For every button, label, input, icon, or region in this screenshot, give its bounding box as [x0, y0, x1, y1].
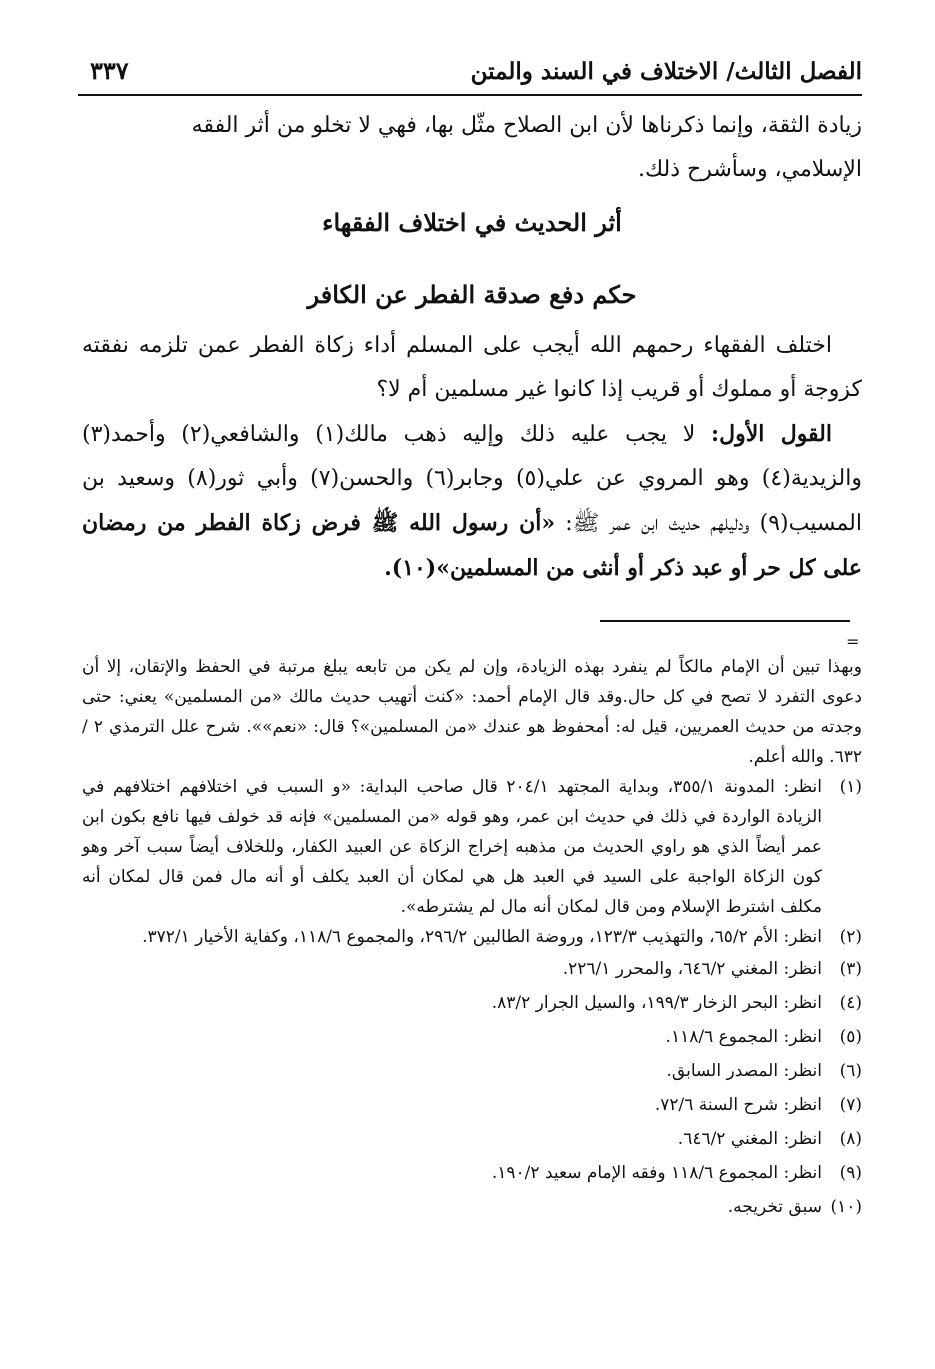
chapter-title: الفصل الثالث/ الاختلاف في السند والمتن — [470, 58, 862, 85]
footnote-text: انظر: المغني ٦٤٦/٢. — [677, 1129, 822, 1149]
footnote-text: سبق تخريجه. — [727, 1197, 822, 1217]
footnote-7 — [82, 1088, 862, 1122]
footnote-number: (١٠) — [830, 1197, 862, 1217]
page-number: ٣٣٧ — [90, 56, 129, 85]
footnotes — [82, 652, 862, 1224]
footnote-4 — [82, 986, 862, 1020]
intro-line-1: زيادة الثقة، وإنما ذكرناها لأن ابن الصلاح مثّل بها، فهي لا تخلو من أثر الفقه — [191, 113, 862, 138]
footnote-text: انظر: الأم ٦٥/٢، والتهذيب ١٢٣/٣، وروضة الطالبين ٢٩٦/٢، والمجموع ١١٨/٦، وكفاية الأخيار ٣٧٢/١. — [142, 927, 822, 947]
footnote-number: (٢) — [839, 927, 862, 947]
sub-heading: حكم دفع صدقة الفطر عن الكافر — [307, 280, 637, 309]
header-rule — [78, 94, 862, 96]
footnote-1 — [82, 772, 862, 922]
footnote-5 — [82, 1020, 862, 1054]
main-text — [82, 324, 862, 591]
page-header — [78, 52, 862, 96]
intro-paragraph — [82, 104, 862, 192]
footnote-number: (٨) — [839, 1129, 862, 1149]
footnote-number: (١) — [839, 777, 862, 797]
footnote-continuation: وبهذا تبين أن الإمام مالكاً لم ينفرد بهذه الزيادة، وإن لم يكن من تابعه يبلغ مرتبة في الحفظ والإتقان، إلا أن دعوى التفرد لا تصح في كل حال.وقد قال الإمام أحمد: «كنت أتهيب حديث مالك «من المسلمين» يعني: حتى وجدته من حديث العمريين، قيل له: أمحفوظ هو عندك «من المسلمين»؟ قال: «نعم»». شرح علل الترمذي ٢ / ٦٣٢. والله أعلم. — [82, 657, 862, 767]
question-paragraph: اختلف الفقهاء رحمهم الله أيجب على المسلم أداء زكاة الفطر عمن تلزمه نفقته كزوجة أو مملوك أو قريب إذا كانوا غير مسلمين أم لا؟ — [82, 333, 862, 402]
footnote-9 — [82, 1156, 862, 1190]
footnote-number: (٥) — [839, 1027, 862, 1047]
footnote-text: انظر: المجموع ١١٨/٦. — [665, 1027, 822, 1047]
footnote-number: (٣) — [839, 959, 862, 979]
footnote-3 — [82, 952, 862, 986]
footnote-number: (٦) — [839, 1061, 862, 1081]
footnote-2 — [82, 922, 862, 952]
footnote-text: انظر: المغني ٦٤٦/٢، والمحرر ٢٢٦/١. — [562, 959, 822, 979]
footnote-text: انظر: البحر الزخار ١٩٩/٣، والسيل الجرار ٨٣/٢. — [491, 993, 822, 1013]
footnote-text: انظر: شرح السنة ٧٢/٦. — [654, 1095, 822, 1115]
footnote-8 — [82, 1122, 862, 1156]
footnote-number: (٧) — [839, 1095, 862, 1115]
hadith-quote: «أن رسول الله ﷺ فرض زكاة الفطر من رمضان على كل حر أو عبد ذكر أو أنثى من المسلمين»(١٠). — [82, 510, 862, 581]
intro-line-2: الإسلامي، وسأشرح ذلك. — [638, 157, 862, 182]
footnote-continuation-marker: = — [846, 632, 860, 651]
section-heading: أثر الحديث في اختلاف الفقهاء — [322, 208, 622, 237]
footnote-10 — [82, 1190, 862, 1224]
footnote-text: انظر: المدونة ٣٥٥/١، وبداية المجتهد ٢٠٤/١ قال صاحب البداية: «و السبب في اختلافهم اختلافهم في الزيادة الواردة في ذلك في حديث ابن عمر، وهو قوله «من المسلمين» فإنه قد خولف فيها نافع بكون ابن عمر أيضاً الذي هو راوي الحديث من مذهبه إخراج الزكاة عن العبيد الكفار، وللخلاف أيضاً سبب آخر وهو كون الزكاة الواجبة على السيد في العبد هل هي لمكان أن العبد يكلف أو أنه مال فمن قال لمكان أنه مكلف اشترط الإسلام ومن قال لمكان أنه مال لم يشترطه». — [82, 777, 822, 917]
footnote-number: (٩) — [839, 1163, 862, 1183]
footnote-number: (٤) — [839, 993, 862, 1013]
footnote-text: انظر: المجموع ١١٨/٦ وفقه الإمام سعيد ١٩٠/٢. — [491, 1163, 822, 1183]
first-opinion-text: لا يجب عليه ذلك وإليه ذهب مالك(١) والشافعي(٢) وأحمد(٣) والزيدية(٤) وهو المروي عن علي(٥) وجابر(٦) والحسن(٧) وأبي ثور(٨) وسعيد بن المسيب(٩) ودليلهم حديث ابن عمر ﷺ: — [82, 422, 862, 536]
first-opinion-label: القول الأول: — [710, 421, 833, 447]
footnote-6 — [82, 1054, 862, 1088]
first-opinion-paragraph — [82, 412, 862, 591]
footnote-separator — [600, 620, 850, 622]
footnote-text: انظر: المصدر السابق. — [666, 1061, 822, 1081]
